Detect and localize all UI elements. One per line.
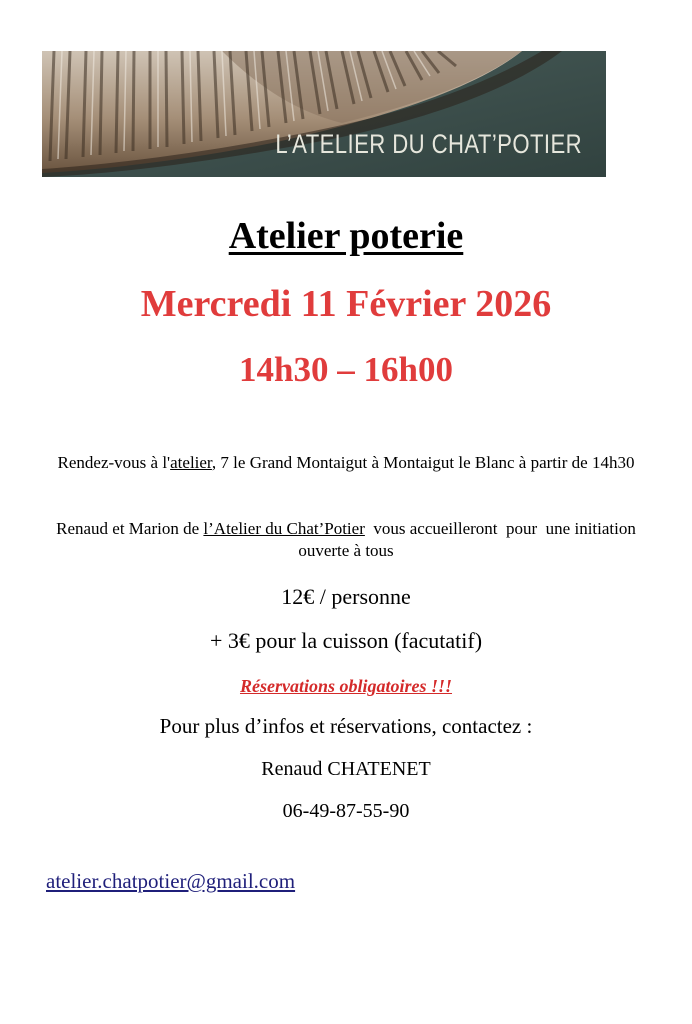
firing-fee-text: + 3€ pour la cuisson (facutatif): [209, 628, 483, 653]
header-banner-image: [42, 51, 606, 177]
atelier-name-link[interactable]: l’Atelier du Chat’Potier: [203, 519, 365, 538]
event-date: Mercredi 11 Février 2026: [140, 283, 552, 325]
hosts-text-end: vous accueilleront pour une initiation ouverte à tous: [298, 519, 641, 560]
event-time: 14h30 – 16h00: [239, 350, 453, 389]
price-text: 12€ / personne: [281, 584, 411, 609]
contact-phone[interactable]: 06-49-87-55-90: [282, 800, 410, 822]
contact-email-link[interactable]: atelier.chatpotier@gmail.com: [46, 869, 296, 893]
meeting-point-text-start: Rendez-vous à l': [57, 453, 171, 472]
contact-name: Renaud CHATENET: [261, 758, 431, 780]
atelier-link[interactable]: atelier: [170, 453, 212, 472]
page-title: Atelier poterie: [228, 215, 464, 257]
banner-logo-text: L’ATELIER DU CHAT’POTIER: [275, 129, 582, 159]
reservation-required-text: Réservations obligatoires !!!: [239, 676, 453, 696]
meeting-point-text-end: , 7 le Grand Montaigut à Montaigut le Blanc à partir de 14h30: [211, 453, 635, 472]
hosts-paragraph: [34, 518, 658, 562]
meeting-point-paragraph: [34, 452, 658, 474]
contact-intro-text: Pour plus d’infos et réservations, contactez :: [159, 714, 533, 738]
hosts-text-start: Renaud et Marion de: [56, 519, 204, 538]
